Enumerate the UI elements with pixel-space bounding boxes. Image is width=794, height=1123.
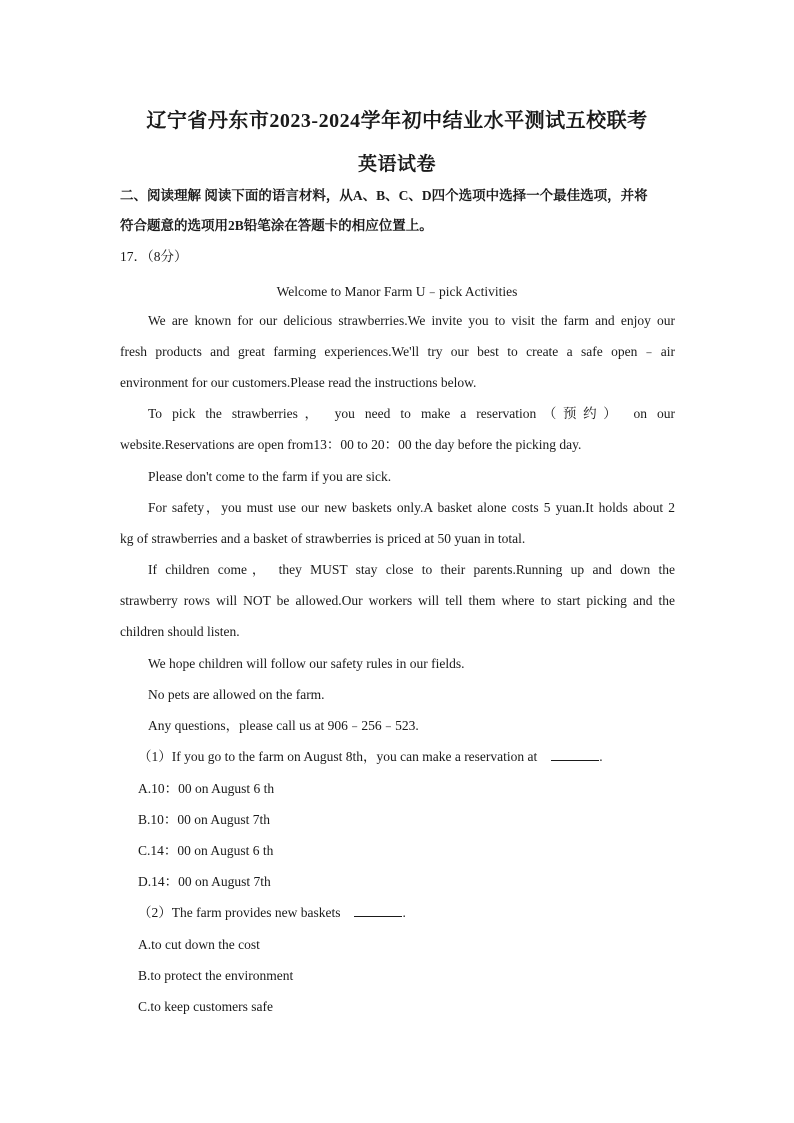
section-heading-continued: 符合题意的选项用2B铅笔涂在答题卡的相应位置上。 — [120, 218, 433, 233]
question-number: 17．（8分） — [120, 249, 188, 264]
section-heading: 二、阅读理解 阅读下面的语言材料，从A、B、C、D四个选项中选择一个最佳选项，并将 — [120, 188, 648, 203]
option-c: C.14：00 on August 6 th — [138, 843, 274, 858]
passage-line: If children come， they MUST stay close to their parents.Running up and down the — [148, 562, 675, 577]
passage-line: To pick the strawberries， you need to make a reservation（预约） on our — [148, 406, 675, 421]
option-d: D.14：00 on August 7th — [138, 874, 271, 889]
question-1-text: （1）If you go to the farm on August 8th，you can make a reservation at — [138, 749, 538, 764]
passage-line: We hope children will follow our safety rules in our fields. — [148, 656, 465, 671]
option-b: B.10：00 on August 7th — [138, 812, 271, 827]
passage-line: We are known for our delicious strawberries.We invite you to visit the farm and enjoy our — [148, 313, 675, 328]
question-1-tail: . — [599, 749, 603, 764]
passage-title: Welcome to Manor Farm U﹣pick Activities — [276, 284, 518, 299]
option-a: A.10：00 on August 6 th — [138, 781, 275, 796]
option-b: B.to protect the environment — [138, 968, 294, 983]
option-a: A.to cut down the cost — [138, 937, 260, 952]
question-2-tail: . — [402, 905, 406, 920]
passage-line: For safety，you must use our new baskets only.A basket alone costs 5 yuan.It holds about 2 — [148, 500, 675, 515]
passage-line: environment for our customers.Please read the instructions below. — [120, 375, 477, 390]
passage-line: Please don't come to the farm if you are sick. — [148, 469, 392, 484]
question-2-stem — [138, 903, 406, 923]
passage-line: website.Reservations are open from13：00 to 20：00 the day before the picking day. — [120, 437, 582, 452]
passage-line: No pets are allowed on the farm. — [148, 687, 325, 702]
answer-blank — [354, 904, 402, 917]
question-2-text: （2）The farm provides new baskets — [138, 905, 341, 920]
passage-line: strawberry rows will NOT be allowed.Our workers will tell them where to start picking and the — [120, 593, 675, 608]
option-c: C.to keep customers safe — [138, 999, 273, 1014]
passage-line: kg of strawberries and a basket of strawberries is priced at 50 yuan in total. — [120, 531, 526, 546]
passage-line: fresh products and great farming experiences.We'll try our best to create a safe open﹣air — [120, 344, 675, 359]
passage-line: Any questions，please call us at 906﹣256﹣523. — [148, 718, 419, 733]
passage-line: children should listen. — [120, 624, 240, 639]
exam-subtitle: 英语试卷 — [357, 154, 436, 175]
answer-blank — [551, 748, 599, 761]
exam-title: 辽宁省丹东市2023-2024学年初中结业水平测试五校联考 — [146, 110, 648, 132]
question-1-stem — [138, 747, 603, 767]
